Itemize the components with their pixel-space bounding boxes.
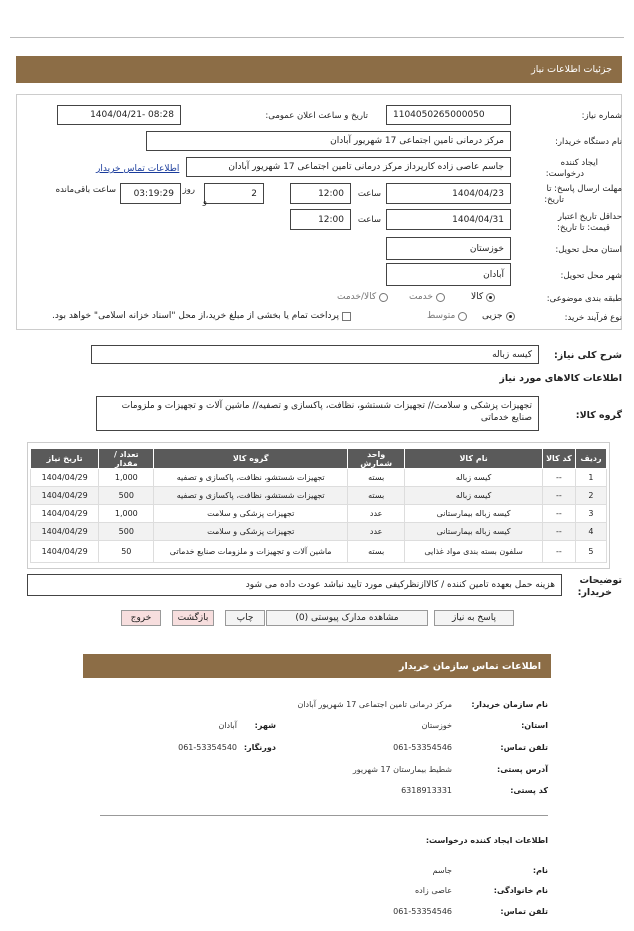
notes-label-2: خریدار: xyxy=(577,587,612,598)
table-cell: -- xyxy=(542,487,575,505)
table-cell: کیسه زباله بیمارستانی xyxy=(405,505,543,523)
top-rule xyxy=(10,37,624,38)
table-cell: تجهیزات شستشو، نظافت، پاکسازی و تصفیه xyxy=(154,487,348,505)
days-field xyxy=(204,183,264,204)
announce-label: تاریخ و ساعت اعلان عمومی: xyxy=(265,111,368,121)
process-option-small[interactable]: جزیی xyxy=(482,311,515,321)
creator-family-label: نام خانوادگی: xyxy=(493,886,548,895)
table-cell: 1404/04/29 xyxy=(31,505,99,523)
radio-selected-icon[interactable] xyxy=(506,312,515,321)
radio-selected-icon[interactable] xyxy=(486,293,495,302)
contact-org-value: مرکز درمانی تامین اجتماعی 17 شهریور آبادان xyxy=(297,700,452,709)
table-cell: 1404/04/29 xyxy=(31,469,99,487)
table-header-cell: تعداد / مقدار xyxy=(99,449,154,469)
table-cell: -- xyxy=(542,505,575,523)
reply-time-field xyxy=(290,183,351,204)
table-header-cell: تاریخ نیاز xyxy=(31,449,99,469)
days-value: 2 xyxy=(251,188,257,199)
contact-fax-label: دورنگار: xyxy=(243,743,276,752)
table-cell: 5 xyxy=(575,541,606,563)
reply-time-label: ساعت xyxy=(357,189,381,199)
contact-phone-value: 061-53354546 xyxy=(393,743,452,752)
table-cell: 3 xyxy=(575,505,606,523)
summary-label: شرح کلی نیاز: xyxy=(553,350,622,361)
creator-field: جاسم عاصی زاده کارپرداز مرکز درمانی تامین اجتماعی 17 شهریور آبادان xyxy=(186,157,511,177)
table-cell: 1,000 xyxy=(99,469,154,487)
table-cell: بسته xyxy=(348,469,405,487)
goods-info-title: اطلاعات کالاهای مورد نیاز xyxy=(499,373,622,384)
validity-time-label: ساعت xyxy=(357,215,381,225)
page-title: جزئیات اطلاعات نیاز xyxy=(531,64,612,75)
table-cell: سلفون بسته بندی مواد غذایی xyxy=(405,541,543,563)
table-header-cell: ردیف xyxy=(575,449,606,469)
reply-time-value: 12:00 xyxy=(318,188,344,199)
category-option-goods[interactable]: کالا xyxy=(471,292,495,302)
contact-city-value: آبادان xyxy=(218,721,237,730)
validity-date-field xyxy=(386,209,511,230)
table-cell: 500 xyxy=(99,523,154,541)
creator-label-1: ایجاد کننده xyxy=(560,158,598,168)
remaining-label: ساعت باقی‌مانده xyxy=(55,185,116,195)
validity-time-field xyxy=(290,209,351,230)
creator-name-label: نام: xyxy=(532,866,548,875)
reply-date-field xyxy=(386,183,511,204)
table-header-cell: کد کالا xyxy=(542,449,575,469)
table-cell: 1,000 xyxy=(99,505,154,523)
reply-deadline-label-1: مهلت ارسال پاسخ: تا xyxy=(546,184,622,194)
table-cell: تجهیزات پزشکی و سلامت xyxy=(154,505,348,523)
table-cell: -- xyxy=(542,541,575,563)
table-header-cell: نام کالا xyxy=(405,449,543,469)
table-cell: -- xyxy=(542,469,575,487)
announce-field xyxy=(57,105,181,125)
table-cell: -- xyxy=(542,523,575,541)
table-cell: عدد xyxy=(348,523,405,541)
days-extra: و xyxy=(202,197,207,207)
table-row xyxy=(31,505,607,523)
contact-province-label: استان: xyxy=(521,721,548,730)
category-label: طبقه بندی موضوعی: xyxy=(546,294,622,304)
announce-value: 1404/04/21- 08:28 xyxy=(90,110,174,120)
contact-postal-value: 6318913331 xyxy=(401,786,452,795)
group-value: تجهیزات پزشکی و سلامت// تجهیزات شستشو، نظافت، پاکسازی و تصفیه// ماشین آلات و تجهیزات و ملزومات صنایع خدماتی xyxy=(121,401,532,423)
need-number-field: 1104050265000050 xyxy=(386,105,511,125)
process-label: نوع فرآیند خرید: xyxy=(564,313,622,323)
table-row xyxy=(31,487,607,505)
radio-icon[interactable] xyxy=(379,293,388,302)
contact-fax-value: 061-53354540 xyxy=(178,743,237,752)
table-cell: بسته xyxy=(348,541,405,563)
table-cell: 1 xyxy=(575,469,606,487)
creator-label-2: درخواست: xyxy=(545,169,584,179)
contact-address-label: آدرس پستی: xyxy=(497,765,548,774)
table-cell: 1404/04/29 xyxy=(31,523,99,541)
category-option-service[interactable]: خدمت xyxy=(409,292,445,302)
back-button[interactable]: بازگشت xyxy=(172,610,214,626)
category-option-both[interactable]: کالا/خدمت xyxy=(337,292,388,302)
province-label: استان محل تحویل: xyxy=(555,245,622,255)
buyer-org-field: مرکز درمانی تامین اجتماعی 17 شهریور آبادان xyxy=(146,131,511,151)
contact-title: اطلاعات تماس سازمان خریدار xyxy=(398,660,541,672)
print-button[interactable]: چاپ xyxy=(225,610,265,626)
table-header-cell: واحد شمارش xyxy=(348,449,405,469)
table-cell: کیسه زباله xyxy=(405,469,543,487)
province-field: خوزستان xyxy=(386,237,511,260)
table-cell: 1404/04/29 xyxy=(31,541,99,563)
table-cell: تجهیزات پزشکی و سلامت xyxy=(154,523,348,541)
table-cell: 50 xyxy=(99,541,154,563)
contact-org-label: نام سازمان خریدار: xyxy=(471,700,548,709)
page-header xyxy=(16,56,622,83)
items-table xyxy=(30,448,607,563)
buyer-org-label: نام دستگاه خریدار: xyxy=(555,137,622,147)
table-cell: کیسه زباله بیمارستانی xyxy=(405,523,543,541)
table-cell: تجهیزات شستشو، نظافت، پاکسازی و تصفیه xyxy=(154,469,348,487)
creator-info-title: اطلاعات ایجاد کننده درخواست: xyxy=(425,836,548,845)
reply-deadline-label-2: تاریخ: xyxy=(544,195,564,205)
process-option-medium[interactable]: متوسط xyxy=(427,311,467,321)
table-row xyxy=(31,469,607,487)
radio-icon[interactable] xyxy=(458,312,467,321)
table-row xyxy=(31,523,607,541)
creator-family-value: عاصی زاده xyxy=(414,886,452,895)
buyer-contact-link[interactable]: اطلاعات تماس خریدار xyxy=(96,164,180,174)
table-cell: کیسه زباله xyxy=(405,487,543,505)
summary-field: کیسه زباله xyxy=(91,345,539,364)
table-row xyxy=(31,541,607,563)
treasury-payment-checkbox[interactable]: پرداخت تمام یا بخشی از مبلغ خرید،از محل "اسناد خزانه اسلامی" خواهد بود. xyxy=(52,311,351,321)
contact-province-value: خوزستان xyxy=(421,721,452,730)
validity-label-2: قیمت: تا تاریخ: xyxy=(557,223,610,233)
days-label: روز xyxy=(182,185,195,195)
city-label: شهر محل تحویل: xyxy=(560,271,622,281)
contact-header xyxy=(83,654,551,678)
radio-icon[interactable] xyxy=(436,293,445,302)
attachments-button[interactable]: مشاهده مدارک پیوستی (0) xyxy=(266,610,428,626)
table-cell: 2 xyxy=(575,487,606,505)
group-label: گروه کالا: xyxy=(575,410,622,421)
contact-divider xyxy=(100,815,548,816)
validity-time-value: 12:00 xyxy=(318,214,344,225)
creator-name-value: جاسم xyxy=(432,866,452,875)
table-cell: بسته xyxy=(348,487,405,505)
creator-phone-value: 061-53354546 xyxy=(393,907,452,916)
notes-field: هزینه حمل بعهده تامین کننده / کالاازنظرکیفی مورد تایید نباشد عودت داده می شود xyxy=(27,574,562,596)
notes-label-1: توضیحات xyxy=(579,575,622,586)
exit-button[interactable]: خروج xyxy=(121,610,161,626)
checkbox-icon[interactable] xyxy=(342,312,351,321)
table-header-row xyxy=(31,449,607,469)
group-field xyxy=(96,396,539,431)
validity-date-value: 1404/04/31 xyxy=(452,214,504,225)
city-field: آبادان xyxy=(386,263,511,286)
remaining-time-value: 03:19:29 xyxy=(133,188,174,199)
contact-phone-label: تلفن تماس: xyxy=(500,743,548,752)
creator-phone-label: تلفن تماس: xyxy=(500,907,548,916)
table-cell: عدد xyxy=(348,505,405,523)
table-header-cell: گروه کالا xyxy=(154,449,348,469)
validity-label-1: حداقل تاریخ اعتبار xyxy=(557,212,622,222)
table-cell: 4 xyxy=(575,523,606,541)
table-cell: 500 xyxy=(99,487,154,505)
need-number-label: شماره نیاز: xyxy=(581,111,622,121)
contact-postal-label: کد پستی: xyxy=(510,786,548,795)
remaining-time-field xyxy=(120,183,181,204)
reply-button[interactable]: پاسخ به نیاز xyxy=(434,610,514,626)
table-cell: 1404/04/29 xyxy=(31,487,99,505)
contact-city-label: شهر: xyxy=(254,721,276,730)
reply-date-value: 1404/04/23 xyxy=(452,188,504,199)
contact-address-value: شطیط بیمارستان 17 شهریور xyxy=(352,765,452,774)
table-cell: ماشین آلات و تجهیزات و ملزومات صنایع خدماتی xyxy=(154,541,348,563)
